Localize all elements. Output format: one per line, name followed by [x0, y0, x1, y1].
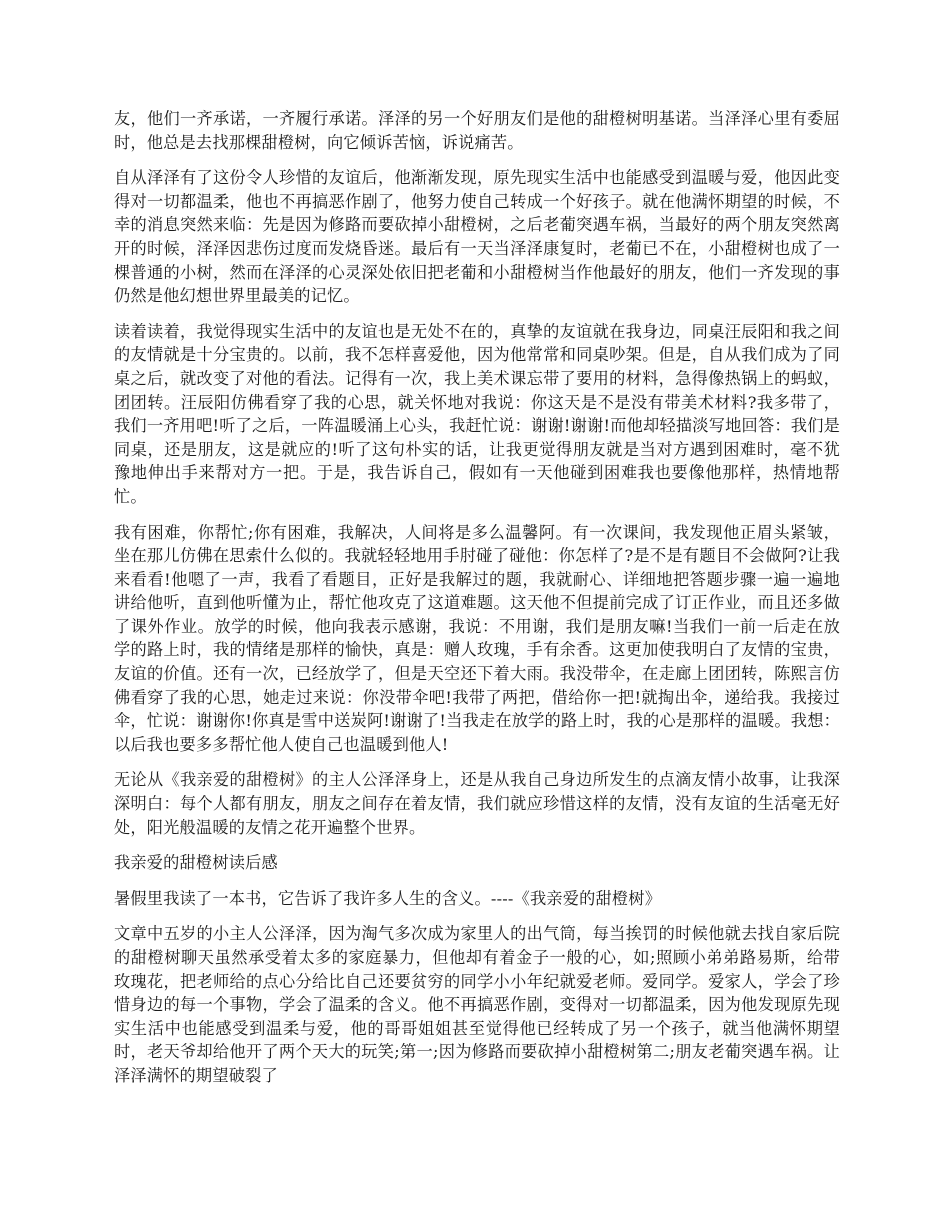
paragraph: 无论从《我亲爱的甜橙树》的主人公泽泽身上，还是从我自己身边所发生的点滴友情小故事，让我深深明白：每个人都有朋友，朋友之间存在着友情，我们就应珍惜这样的友情，没有友谊的生活毫无好处，阳光般温暖的友情之花开遍整个世界。 — [114, 770, 840, 837]
paragraph: 自从泽泽有了这份令人珍惜的友谊后，他渐渐发现，原先现实生活中也能感受到温暖与爱，他因此变得对一切都温柔，他也不再搞恶作剧了，他努力使自己转成一个好孩子。就在他满怀期望的时候，不幸的消息突然来临：先是因为修路而要砍掉小甜橙树，之后老葡突遇车祸，当最好的两个朋友突然离开的时候，泽泽因悲伤过度而发烧昏迷。最后有一天当泽泽康复时，老葡已不在，小甜橙树也成了一棵普通的小树，然而在泽泽的心灵深处依旧把老葡和小甜橙树当作他最好的朋友，他们一齐发现的事仍然是他幻想世界里最美的记忆。 — [114, 168, 840, 306]
paragraph: 暑假里我读了一本书，它告诉了我许多人生的含义。----《我亲爱的甜橙树》 — [114, 888, 662, 908]
paragraph: 读着读着，我觉得现实生活中的友谊也是无处不在的，真挚的友谊就在我身边，同桌汪辰阳和我之间的友情就是十分宝贵的。以前，我不怎样喜爱他，因为他常常和同桌吵架。但是，自从我们成为了同桌之后，就改变了对他的看法。记得有一次，我上美术课忘带了要用的材料，急得像热锅上的蚂蚁，团团转。汪辰阳仿佛看穿了我的心思，就关怀地对我说：你这天是不是没有带美术材料?我多带了，我们一齐用吧!听了之后，一阵温暖涌上心头，我赶忙说：谢谢!谢谢!而他却轻描淡写地回答：我们是同桌，还是朋友，这是就应的!听了这句朴实的话，让我更觉得朋友就是当对方遇到困难时，毫不犹豫地伸出手来帮对方一把。于是，我告诉自己，假如有一天他碰到困难我也要像他那样，热情地帮忙。 — [114, 321, 840, 506]
document-page — [114, 107, 840, 1100]
section-title: 我亲爱的甜橙树读后感 — [114, 853, 278, 873]
paragraph: 文章中五岁的小主人公泽泽，因为淘气多次成为家里人的出气筒，每当挨罚的时候他就去找自家后院的甜橙树聊天虽然承受着太多的家庭暴力，但他却有着金子一般的心，如;照顾小弟弟路易斯，给带玫瑰花，把老师给的点心分给比自己还要贫穷的同学小小年纪就爱老师。爱同学。爱家人，学会了珍惜身边的每一个事物，学会了温柔的含义。他不再搞恶作剧，变得对一切都温柔，因为他发现原先现实生活中也能感受到温柔与爱，他的哥哥姐姐甚至觉得他已经转成了另一个孩子，就当他满怀期望时，老天爷却给他开了两个天大的玩笑;第一;因为修路而要砍掉小甜橙树第二;朋友老葡突遇车祸。让泽泽满怀的期望破裂了 — [114, 924, 840, 1085]
paragraph: 我有困难，你帮忙;你有困难，我解决，人间将是多么温馨阿。有一次课间，我发现他正眉头紧皱，坐在那儿仿佛在思索什么似的。我就轻轻地用手肘碰了碰他：你怎样了?是不是有题目不会做阿?让我来看看!他嗯了一声，我看了看题目，正好是我解过的题，我就耐心、详细地把答题步骤一遍一遍地讲给他听，直到他听懂为止，帮忙他攻克了这道难题。这天他不但提前完成了订正作业，而且还多做了课外作业。放学的时候，他向我表示感谢，我说：不用谢，我们是朋友嘛!当我们一前一后走在放学的路上时，我的情绪是那样的愉快，真是：赠人玫瑰，手有余香。这更加使我明白了友情的宝贵，友谊的价值。还有一次，已经放学了，但是天空还下着大雨。我没带伞，在走廊上团团转，陈熙言仿佛看穿了我的心思，她走过来说：你没带伞吧!我带了两把，借给你一把!就掏出伞，递给我。我接过伞，忙说：谢谢你!你真是雪中送炭阿!谢谢了!当我走在放学的路上时，我的心是那样的温暖。我想：以后我也要多多帮忙他人使自己也温暖到他人! — [114, 522, 840, 754]
paragraph: 友，他们一齐承诺，一齐履行承诺。泽泽的另一个好朋友们是他的甜橙树明基诺。当泽泽心里有委屈时，他总是去找那棵甜橙树，向它倾诉苦恼，诉说痛苦。 — [114, 109, 840, 152]
